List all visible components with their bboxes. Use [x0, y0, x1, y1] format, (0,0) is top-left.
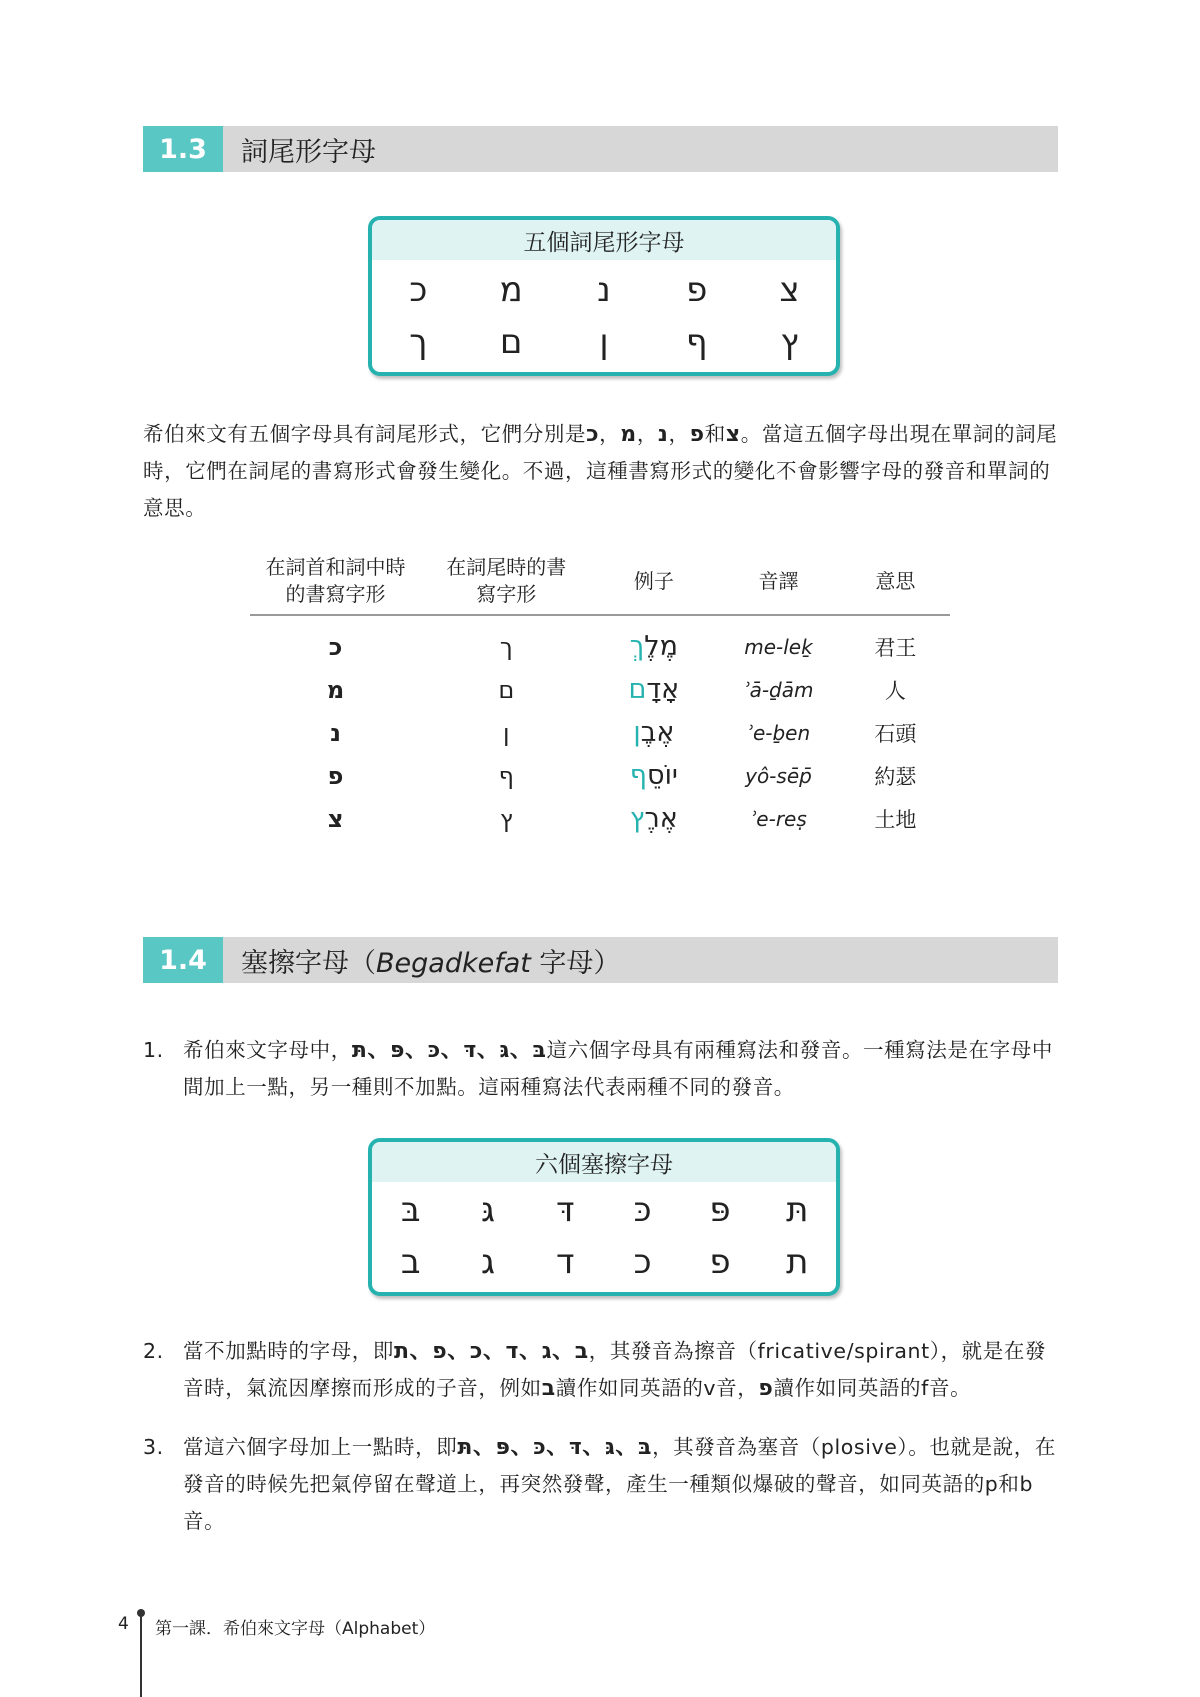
letter: פ — [686, 270, 708, 310]
final-form-cell: ף — [498, 761, 514, 790]
letter: דּ — [556, 1190, 575, 1230]
hebrew-letter: נ — [657, 422, 669, 447]
transliteration-cell: ʾe-reṣ — [750, 806, 807, 831]
separator: ， — [599, 422, 621, 446]
column-header: 意思 — [841, 548, 950, 615]
hebrew-letter: צ — [725, 422, 741, 447]
letter: פ — [709, 1242, 731, 1282]
section-number: 1.4 — [143, 937, 223, 983]
example-word-cell: מֶלֶךְ — [629, 631, 678, 662]
medial-form-cell: צ — [327, 804, 344, 833]
list-text: 希伯來文字母中，בּ、גּ、דּ、כּ、פּ、תּ這六個字母具有兩種寫法和發音。一種寫法是在字母中間加上一點，另一種則不加點。這兩種寫法代表兩種不同的發音。 — [183, 1038, 1053, 1099]
letter: כ — [409, 270, 428, 310]
transliteration-cell: ʾe-ḇen — [746, 720, 811, 745]
letter: ף — [685, 322, 708, 362]
column-header: 在詞首和詞中時的書寫字形 — [250, 548, 421, 615]
list-item-3 — [143, 1429, 1058, 1540]
column-header: 例子 — [592, 548, 717, 615]
letter: בּ — [400, 1190, 421, 1230]
column-header: 音譯 — [716, 548, 841, 615]
final-forms-table — [250, 548, 950, 840]
conjunction: 和 — [704, 422, 726, 446]
letter: גּ — [480, 1190, 495, 1230]
letter: כ — [633, 1242, 652, 1282]
meaning-cell: 人 — [884, 678, 906, 703]
final-letters-box — [368, 216, 840, 376]
list-item-2 — [143, 1333, 1058, 1407]
separator: ， — [668, 422, 690, 446]
meaning-cell: 石頭 — [874, 721, 917, 746]
letter: תּ — [786, 1190, 809, 1230]
letter: מ — [499, 270, 523, 310]
page-number: 4 — [118, 1614, 129, 1634]
medial-form-cell: מ — [326, 675, 345, 704]
plain-letters-row — [372, 1236, 836, 1288]
letter: ץ — [780, 322, 799, 362]
final-forms-paragraph — [143, 416, 1058, 527]
letter: ב — [400, 1242, 421, 1282]
final-form-cell: ך — [499, 632, 513, 661]
meaning-cell: 土地 — [874, 807, 917, 832]
meaning-cell: 君王 — [874, 635, 917, 660]
list-text: 當這六個字母加上一點時，即בּ、גּ、דּ、כּ、פּ、תּ，其發音為塞音（plosive）。也就是說，在發音的時候先把氣停留在聲道上，再突然發聲，產生一種類似爆破的聲音，如同英語的p和b音。 — [183, 1435, 1056, 1533]
table-row — [250, 797, 950, 840]
letter: ן — [599, 322, 609, 362]
paragraph-text: 希伯來文有五個字母具有詞尾形式，它們分別是 — [143, 422, 587, 446]
table-row — [250, 668, 950, 711]
footer-rule — [140, 1612, 142, 1697]
medial-form-cell: נ — [330, 718, 341, 747]
letter: כּ — [633, 1190, 652, 1230]
running-head: 第一課．希伯來文字母（Alphabet） — [155, 1619, 436, 1639]
table-row — [250, 711, 950, 754]
dotted-letters-row — [372, 1184, 836, 1236]
section-title: 塞擦字母（Begadkefat 字母） — [241, 947, 621, 979]
paragraph-text: 。當這五個字母出現在單詞的詞尾時，它們在詞尾的書寫形式會發生變化。不過，這種書寫形式的變化不會影響字母的發音和單詞的意思。 — [143, 422, 1058, 520]
hebrew-letter: פ — [689, 422, 705, 447]
final-letters-row — [372, 316, 836, 368]
list-text: 當不加點時的字母，即ב、ג、ד、כ、פ、ת，其發音為擦音（fricative/spirant），就是在發音時，氣流因摩擦而形成的子音，例如ב讀作如同英語的v音，פ讀作如同英語的f音。 — [183, 1339, 1047, 1401]
hebrew-letter: מ — [620, 422, 637, 447]
box-title: 五個詞尾形字母 — [372, 220, 836, 260]
transliteration-cell: yô-sēp̄ — [745, 763, 812, 788]
list-item-1 — [143, 1032, 1058, 1106]
letter: ד — [556, 1242, 575, 1282]
medial-form-cell: כ — [328, 632, 343, 661]
letter: ת — [786, 1242, 809, 1282]
final-form-cell: ם — [498, 675, 515, 704]
begadkefat-letters-box — [368, 1138, 840, 1296]
letter: ך — [409, 322, 428, 362]
list-number: 3. — [143, 1435, 164, 1459]
letter: פּ — [709, 1190, 731, 1230]
example-word-cell: אָדָם — [628, 674, 680, 705]
list-number: 2. — [143, 1339, 164, 1363]
section-heading-1-4 — [143, 937, 1058, 983]
section-title: 詞尾形字母 — [241, 136, 376, 168]
hebrew-letter: כ — [586, 422, 600, 447]
example-word-cell: יוֹסֵף — [629, 760, 678, 791]
section-number: 1.3 — [143, 126, 223, 172]
letter: ג — [480, 1242, 495, 1282]
medial-letters-row — [372, 264, 836, 316]
box-title: 六個塞擦字母 — [372, 1142, 836, 1182]
letter: צ — [779, 270, 800, 310]
medial-form-cell: פ — [327, 761, 344, 790]
table-row — [250, 754, 950, 797]
letter: ם — [499, 322, 523, 362]
transliteration-cell: ʾā-ḏām — [743, 677, 814, 702]
example-word-cell: אֶרֶץ — [629, 803, 678, 834]
table-row — [250, 615, 950, 668]
letter: נ — [597, 270, 611, 310]
meaning-cell: 約瑟 — [874, 764, 917, 789]
transliteration-cell: me-leḵ — [744, 634, 813, 659]
separator: ， — [636, 422, 658, 446]
final-form-cell: ץ — [499, 804, 513, 833]
table-header-row — [250, 548, 950, 615]
section-heading-1-3 — [143, 126, 1058, 172]
column-header: 在詞尾時的書寫字形 — [421, 548, 591, 615]
list-number: 1. — [143, 1038, 164, 1062]
example-word-cell: אֶבֶן — [633, 717, 675, 748]
final-form-cell: ן — [503, 718, 510, 747]
